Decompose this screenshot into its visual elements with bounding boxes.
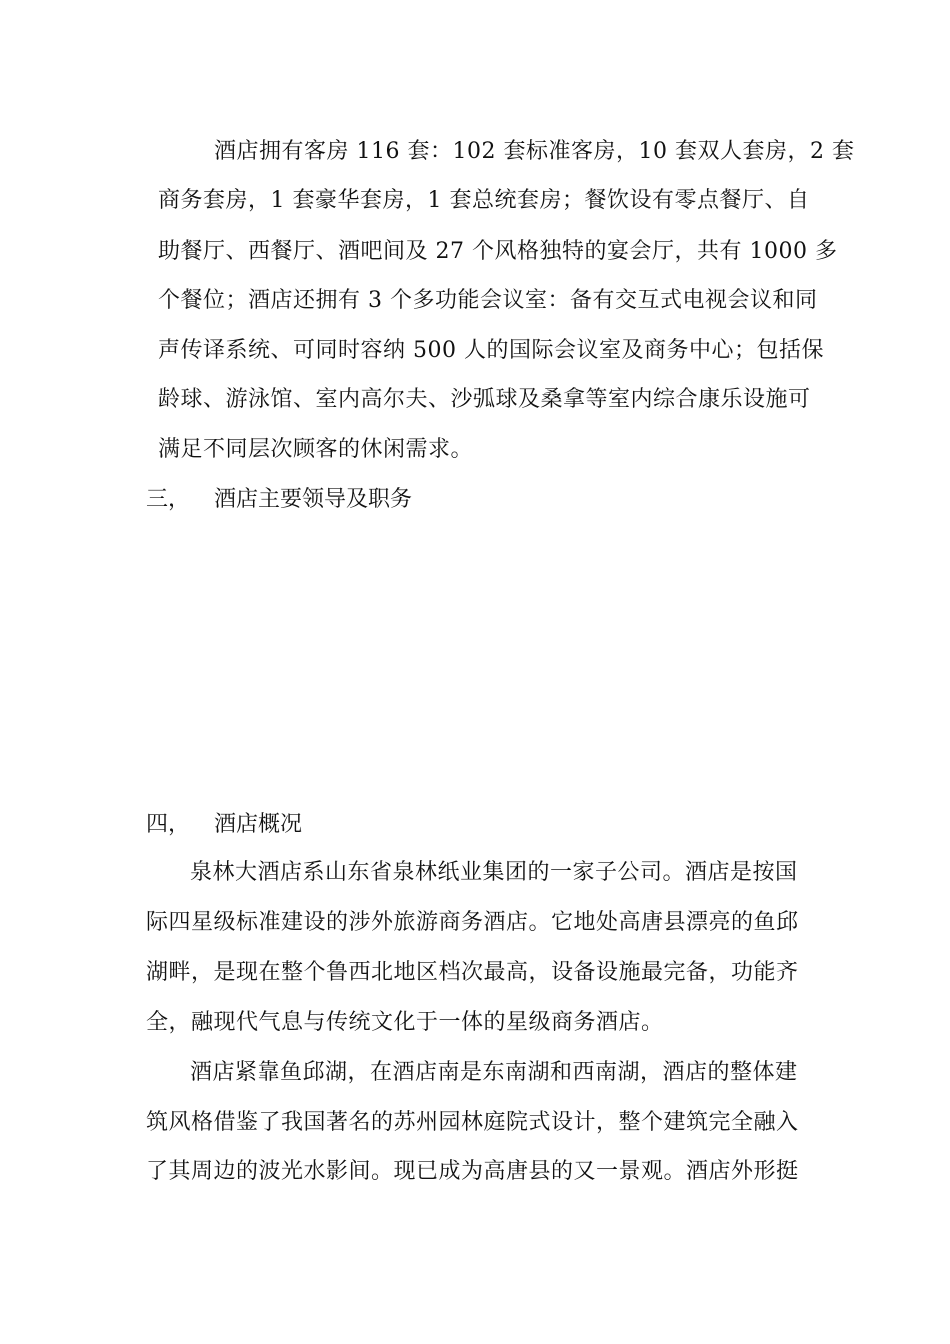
paragraph-line: 湖畔，是现在整个鲁西北地区档次最高，设备设施最完备，功能齐 — [146, 960, 799, 985]
paragraph-line: 龄球、游泳馆、室内高尔夫、沙弧球及桑拿等室内综合康乐设施可 — [158, 387, 811, 412]
paragraph-line: 泉林大酒店系山东省泉林纸业集团的一家子公司。酒店是按国 — [190, 860, 798, 885]
section-number: 四， — [146, 812, 191, 837]
section-title: 酒店概况 — [214, 812, 303, 837]
paragraph-line: 筑风格借鉴了我国著名的苏州园林庭院式设计，整个建筑完全融入 — [146, 1110, 799, 1135]
paragraph-line: 了其周边的波光水影间。现已成为高唐县的又一景观。酒店外形挺 — [146, 1159, 799, 1184]
section-title: 酒店主要领导及职务 — [214, 487, 413, 512]
paragraph-line: 满足不同层次顾客的休闲需求。 — [158, 437, 474, 462]
paragraph-line: 际四星级标准建设的涉外旅游商务酒店。它地处高唐县漂亮的鱼邱 — [146, 910, 799, 935]
paragraph-line: 全，融现代气息与传统文化于一体的星级商务酒店。 — [146, 1010, 664, 1035]
paragraph-line: 助餐厅、西餐厅、酒吧间及 27 个风格独特的宴会厅，共有 1000 多 — [158, 239, 838, 264]
paragraph-line: 声传译系统、可同时容纳 500 人的国际会议室及商务中心；包括保 — [158, 338, 824, 363]
section-number: 三， — [146, 487, 191, 512]
paragraph-line: 酒店拥有客房 116 套：102 套标准客房，10 套双人套房，2 套 — [214, 139, 855, 164]
paragraph-line: 酒店紧靠鱼邱湖，在酒店南是东南湖和西南湖，酒店的整体建 — [190, 1060, 798, 1085]
paragraph-line: 个餐位；酒店还拥有 3 个多功能会议室：备有交互式电视会议和同 — [158, 288, 818, 313]
paragraph-line: 商务套房，1 套豪华套房，1 套总统套房；餐饮设有零点餐厅、自 — [158, 188, 810, 213]
